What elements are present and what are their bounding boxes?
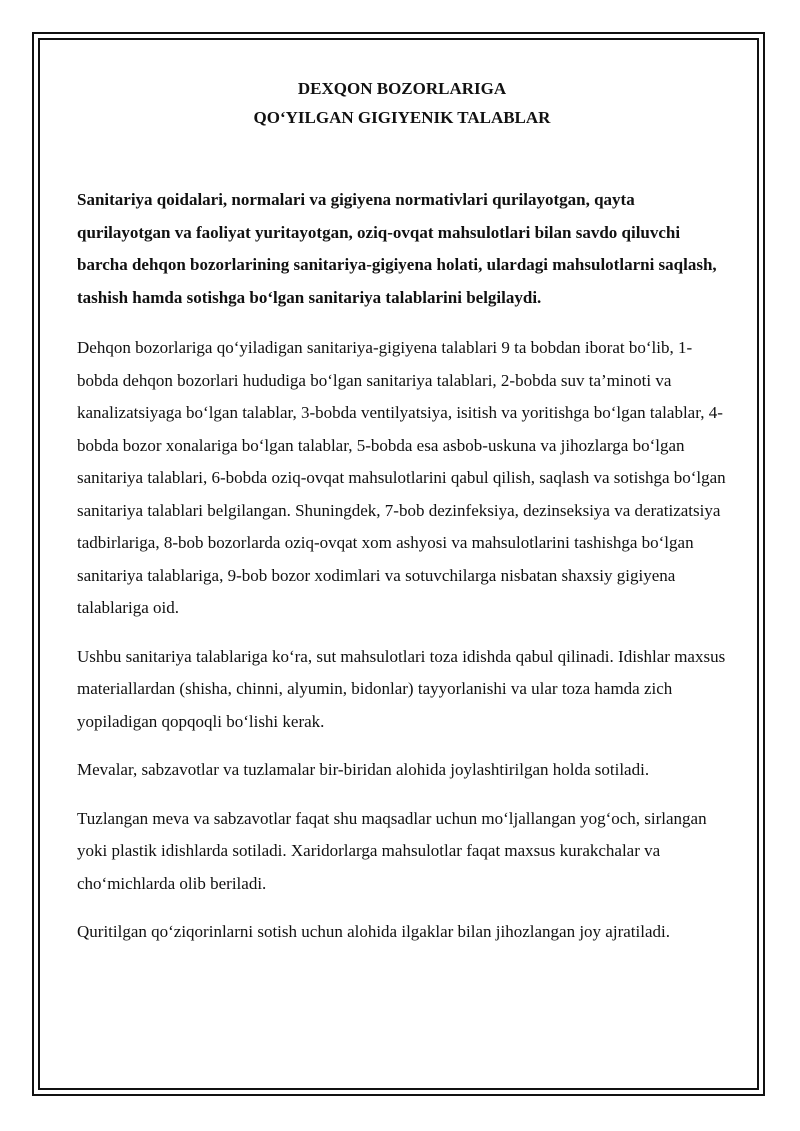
document-title (77, 74, 727, 132)
document-body (77, 74, 727, 965)
title-line-2: QO‘YILGAN GIGIYENIK TALABLAR (253, 108, 551, 127)
intro-paragraph: Sanitariya qoidalari, normalari va gigiyena normativlari qurilayotgan, qayta qurilayotgan va faoliyat yuritayotgan, oziq-ovqat mahsulotlari bilan savdo qiluvchi barcha dehqon bozorlarining sanitariya-gigiyena holati, ulardagi mahsulotlarni saqlash, tashish hamda sotishga bo‘lgan sanitariya talablarini belgilaydi. (77, 190, 717, 307)
paragraph-mushrooms: Quritilgan qo‘ziqorinlarni sotish uchun alohida ilgaklar bilan jihozlangan joy ajratiladi. (77, 922, 670, 941)
title-line-1: DEXQON BOZORLARIGA (297, 79, 507, 98)
paragraph-pickles: Tuzlangan meva va sabzavotlar faqat shu maqsadlar uchun mo‘ljallangan yog‘och, sirlangan yoki plastik idishlarda sotiladi. Xaridorlarga mahsulotlar faqat maxsus kurakchalar va cho‘michlarda olib beriladi. (77, 808, 707, 893)
paragraph-fruits: Mevalar, sabzavotlar va tuzlamalar bir-biridan alohida joylashtirilgan holda sotiladi. (77, 760, 650, 779)
paragraph-chapters: Dehqon bozorlariga qo‘yiladigan sanitariya-gigiyena talablari 9 ta bobdan iborat bo‘lib, 1-bobda dehqon bozorlari hududiga bo‘lgan sanitariya talablari, 2-bobda suv ta’minoti va kanalizatsiyaga bo‘lgan talablar, 3-bobda ventilyatsiya, isitish va yoritishga bo‘lgan talablar, 4-bobda bozor xonalariga bo‘lgan talablar, 5-bobda esa asbob-uskuna va jihozlarga bo‘lgan sanitariya talablari, 6-bobda oziq-ovqat mahsulotlarini qabul qilish, saqlash va sotishga bo‘lgan sanitariya talablari belgilangan. Shuningdek, 7-bob dezinfeksiya, dezinseksiya va deratizatsiya tadbirlariga, 8-bob bozorlarda oziq-ovqat xom ashyosi va mahsulotlarini tashishga bo‘lgan sanitariya talablariga, 9-bob bozor xodimlari va sotuvchilarga nisbatan shaxsiy gigiyena talablariga oid. (77, 338, 726, 617)
paragraph-dairy: Ushbu sanitariya talablariga ko‘ra, sut mahsulotlari toza idishda qabul qilinadi. Idishlar maxsus materiallardan (shisha, chinni, alyumin, bidonlar) tayyorlanishi va ular toza hamda zich yopiladigan qopqoqli bo‘lishi kerak. (77, 646, 726, 731)
